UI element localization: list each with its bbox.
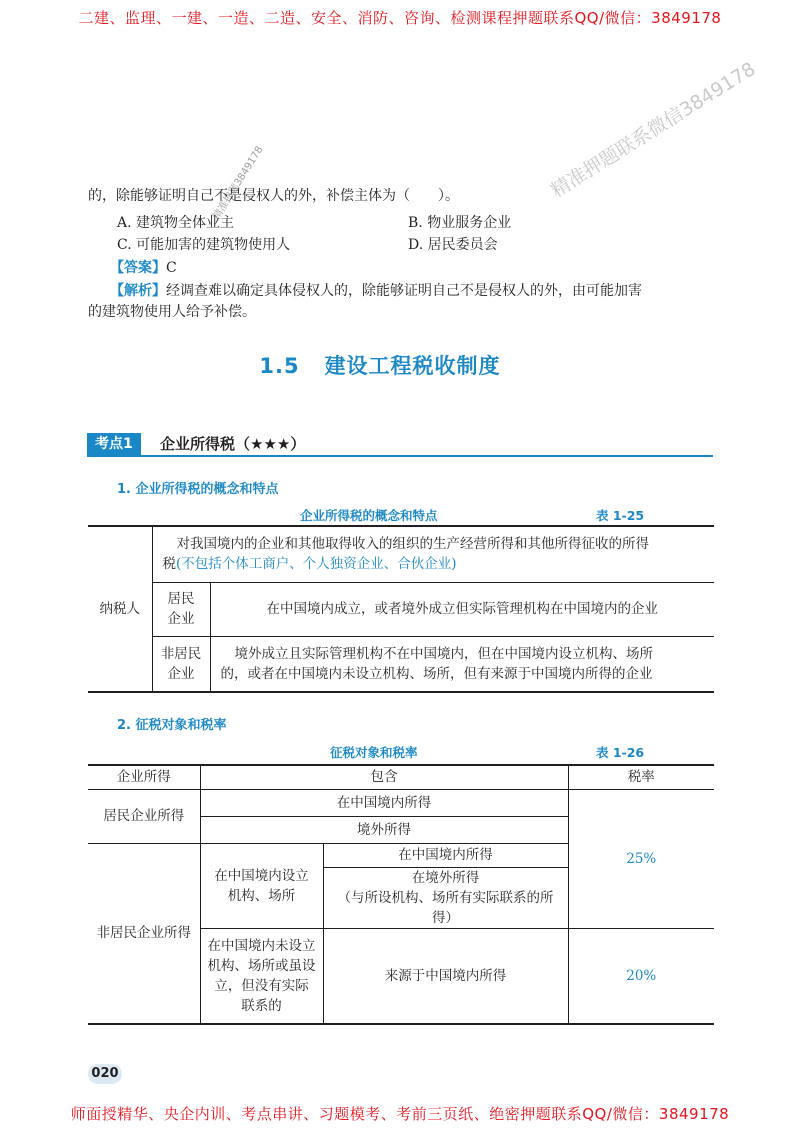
nonresident-desc: [210, 636, 714, 692]
analysis-label: 【解析】: [110, 283, 166, 299]
table-taxpayer: [88, 525, 714, 693]
subsection-2-heading: 2. 征税对象和税率: [117, 718, 227, 733]
nonresident-desc-1: 境外成立且实际管理机构不在中国境内，但在中国境内设立机构、场所: [234, 645, 653, 662]
watermark-text: 精准押题联系微信3849178: [547, 58, 760, 203]
nonresident-income: 非居民企业所得: [88, 843, 200, 1024]
nonresident-label: [152, 636, 210, 692]
not-established-line-1: 在中国境内未设立: [207, 937, 316, 954]
not-established-line-4: 联系的: [241, 997, 282, 1014]
table-row: [88, 789, 714, 816]
resident-abroad: 境外所得: [200, 816, 568, 843]
table-1-caption: 企业所得税的概念和特点: [300, 508, 438, 523]
rate-20: 20%: [568, 928, 714, 1024]
option-d: D. 居民委员会: [408, 237, 498, 253]
analysis-line-1: [110, 281, 642, 301]
definition-line-2a: 税: [162, 556, 176, 573]
resident-domestic: 在中国境内所得: [200, 789, 568, 816]
table-row: [88, 526, 714, 582]
answer-value: C: [166, 260, 177, 276]
header-includes: 包含: [200, 765, 568, 789]
established-label-1: 在中国境内设立: [214, 867, 309, 884]
section-title: [0, 350, 760, 380]
option-a: A. 建筑物全体业主: [117, 215, 235, 231]
bottom-banner: 师面授精华、央企内训、考点串讲、习题模考、考前三页纸、绝密押题联系QQ/微信：3849178: [70, 1105, 730, 1123]
analysis-line-2: 的建筑物使用人给予补偿。: [88, 304, 256, 320]
analysis-text-1: 经调查难以确定具体侵权人的，除能够证明自己不是侵权人的外，由可能加害: [166, 283, 642, 299]
table-row: [88, 636, 714, 692]
answer-line: [110, 258, 177, 278]
established-domestic: 在中国境内所得: [323, 843, 568, 867]
option-c: C. 可能加害的建筑物使用人: [117, 237, 291, 253]
table-tax-object-rate: [88, 764, 714, 1025]
section-title-text: 建设工程税收制度: [324, 354, 501, 378]
established-label-2: 机构、场所: [227, 887, 296, 904]
definition-exclusion: (不包括个体工商户、个人独资企业、合伙企业): [176, 556, 457, 573]
answer-label: 【答案】: [110, 260, 166, 276]
resident-label: [152, 582, 210, 636]
kaodian-tag: 考点1: [87, 433, 141, 455]
option-b: B. 物业服务企业: [408, 215, 512, 231]
row-header-taxpayer: 纳税人: [88, 526, 152, 692]
not-established-income: 来源于中国境内所得: [323, 928, 568, 1024]
not-established-line-2: 机构、场所或虽设: [207, 957, 316, 974]
nonresident-desc-2: 的，或者在中国境内未设立机构、场所，但有来源于中国境内所得的企业: [220, 665, 653, 682]
established-abroad-1: 在境外所得: [411, 869, 480, 886]
nonresident-label-2: 企业: [167, 665, 195, 682]
table-2-number: 表 1-26: [596, 745, 645, 760]
nonresident-label-1: 非居民: [160, 645, 202, 662]
section-number: 1.5: [259, 354, 300, 378]
definition-line-2: [163, 554, 709, 574]
established-label: [200, 843, 323, 928]
established-abroad-2: （与所设机构、场所有实际联系的所得）: [337, 889, 554, 926]
header-rate: 税率: [568, 765, 714, 789]
rate-25: 25%: [568, 789, 714, 928]
resident-label-1: 居民: [167, 591, 195, 607]
header-income: 企业所得: [88, 765, 200, 789]
watermark-small-text: 精准押题3849178: [211, 144, 266, 222]
table-1-number: 表 1-25: [596, 508, 645, 523]
table-row: [88, 582, 714, 636]
top-banner: 二建、监理、一建、一造、二造、安全、消防、咨询、检测课程押题联系QQ/微信：3849178: [78, 9, 722, 27]
not-established-line-3: 立，但没有实际: [214, 977, 309, 994]
page-number: 020: [88, 1064, 122, 1084]
resident-desc: 在中国境内成立，或者境外成立但实际管理机构在中国境内的企业: [210, 582, 714, 636]
question-stem: 的，除能够证明自己不是侵权人的外，补偿主体为（ ）。: [88, 188, 459, 204]
not-established-label: [200, 928, 323, 1024]
subsection-1-heading: 1. 企业所得税的概念和特点: [117, 482, 279, 497]
resident-income: 居民企业所得: [88, 789, 200, 843]
kaodian-title: 企业所得税（★★★）: [160, 435, 306, 453]
definition-line-1: 对我国境内的企业和其他取得收入的组织的生产经营所得和其他所得征收的所得: [176, 536, 649, 553]
established-abroad: [323, 867, 568, 928]
taxpayer-definition: [152, 526, 714, 582]
table-header-row: [88, 765, 714, 789]
resident-label-2: 企业: [167, 611, 195, 627]
table-2-caption: 征税对象和税率: [330, 745, 418, 760]
